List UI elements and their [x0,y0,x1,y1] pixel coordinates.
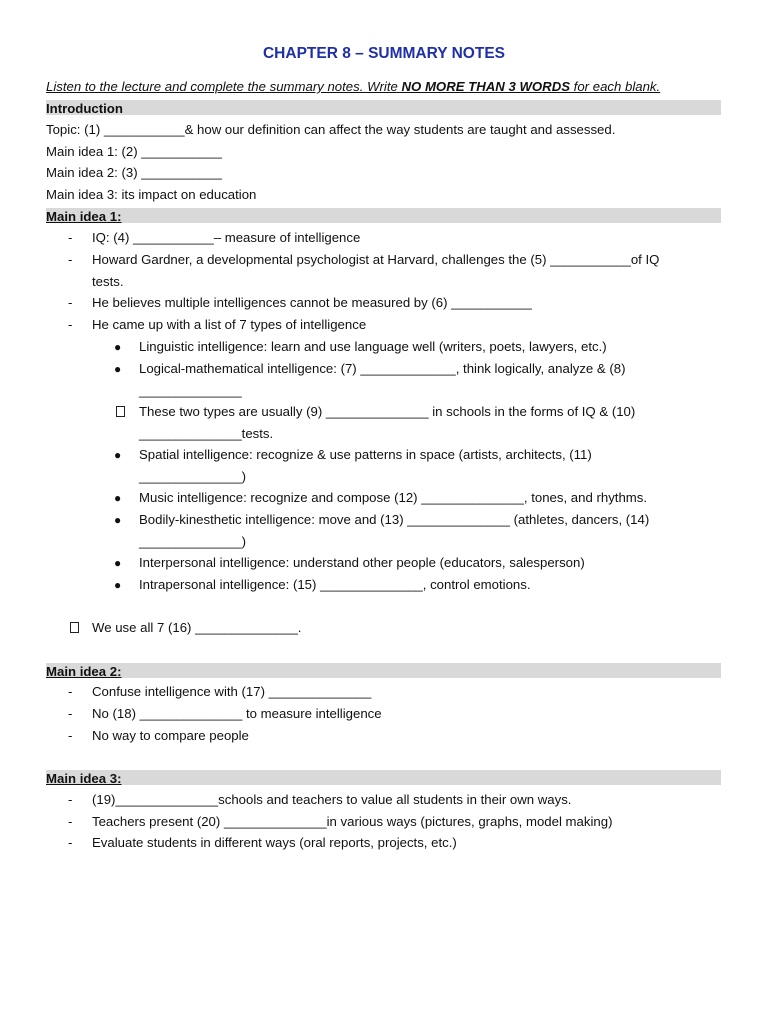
idea3-item-teachers: Teachers present (20) ______________in various ways (pictures, graphs, model making) [92,814,613,829]
idea3-item-schools: (19)______________schools and teachers to value all students in their own ways. [92,792,572,807]
idea1-item-gardner: Howard Gardner, a developmental psychologist at Harvard, challenges the (5) ___________of IQ [92,252,660,267]
intro-main-idea-3: Main idea 3: its impact on education [46,187,257,202]
idea1-item-measure: He believes multiple intelligences cannot be measured by (6) ___________ [92,295,532,310]
dash-marker: - [68,728,73,743]
note-two-types-cont: ______________tests. [139,426,274,441]
idea3-heading-band [46,770,721,785]
dash-marker: - [68,230,73,245]
bullet-marker: ● [114,362,122,376]
dash-marker: - [68,295,73,310]
intro-main-idea-2: Main idea 2: (3) ___________ [46,165,222,180]
bullet-music: Music intelligence: recognize and compose (12) ______________, tones, and rhythms. [139,490,648,505]
idea2-item-confuse: Confuse intelligence with (17) ______________ [92,684,372,699]
bullet-linguistic: Linguistic intelligence: learn and use language well (writers, poets, lawyers, etc.) [139,339,607,354]
bullet-intrapersonal: Intrapersonal intelligence: (15) ______________, control emotions. [139,577,531,592]
dash-marker: - [68,814,73,829]
bullet-bodily: Bodily-kinesthetic intelligence: move and (13) ______________ (athletes, dancers, (14) [139,512,650,527]
square-bullet-icon [70,622,79,633]
instructions-prefix: Listen to the lecture and complete the summary notes. Write [46,79,402,94]
instructions-suffix: for each blank. [570,79,661,94]
idea2-heading-band [46,663,721,678]
bullet-marker: ● [114,513,122,527]
idea1-item-list: He came up with a list of 7 types of intelligence [92,317,367,332]
idea3-item-evaluate: Evaluate students in different ways (oral reports, projects, etc.) [92,835,457,850]
bullet-marker: ● [114,448,122,462]
dash-marker: - [68,706,73,721]
idea1-heading-band [46,208,721,223]
page-title: CHAPTER 8 – SUMMARY NOTES [262,45,505,62]
intro-heading: Introduction [46,101,123,116]
intro-heading-band [46,100,721,115]
bullet-spatial-cont: ______________) [139,469,247,484]
idea2-item-no: No (18) ______________ to measure intelligence [92,706,382,721]
instructions [46,79,708,94]
bullet-bodily-cont: ______________) [139,534,247,549]
idea1-heading: Main idea 1: [46,209,122,224]
intro-topic: Topic: (1) ___________& how our definition can affect the way students are taught and assessed. [46,122,616,137]
instructions-bold: NO MORE THAN 3 WORDS [401,79,571,94]
bullet-marker: ● [114,340,122,354]
dash-marker: - [68,317,73,332]
bullet-spatial: Spatial intelligence: recognize & use patterns in space (artists, architects, (11) [139,447,592,462]
bullet-marker: ● [114,578,122,592]
idea1-summary: We use all 7 (16) ______________. [92,620,302,635]
bullet-logical: Logical-mathematical intelligence: (7) _____________, think logically, analyze & (8) [139,361,626,376]
bullet-marker: ● [114,556,122,570]
bullet-interpersonal: Interpersonal intelligence: understand other people (educators, salesperson) [139,555,585,570]
intro-main-idea-1: Main idea 1: (2) ___________ [46,144,222,159]
idea2-item-compare: No way to compare people [92,728,249,743]
dash-marker: - [68,252,73,267]
idea1-item-gardner-cont: tests. [92,274,124,289]
idea1-item-iq: IQ: (4) ___________– measure of intelligence [92,230,361,245]
dash-marker: - [68,792,73,807]
bullet-marker: ● [114,491,122,505]
note-two-types: These two types are usually (9) ______________ in schools in the forms of IQ & (10) [139,404,636,419]
dash-marker: - [68,835,73,850]
idea2-heading: Main idea 2: [46,664,122,679]
dash-marker: - [68,684,73,699]
idea3-heading: Main idea 3: [46,771,122,786]
square-bullet-icon [116,406,125,417]
bullet-logical-cont: ______________ [139,383,242,398]
